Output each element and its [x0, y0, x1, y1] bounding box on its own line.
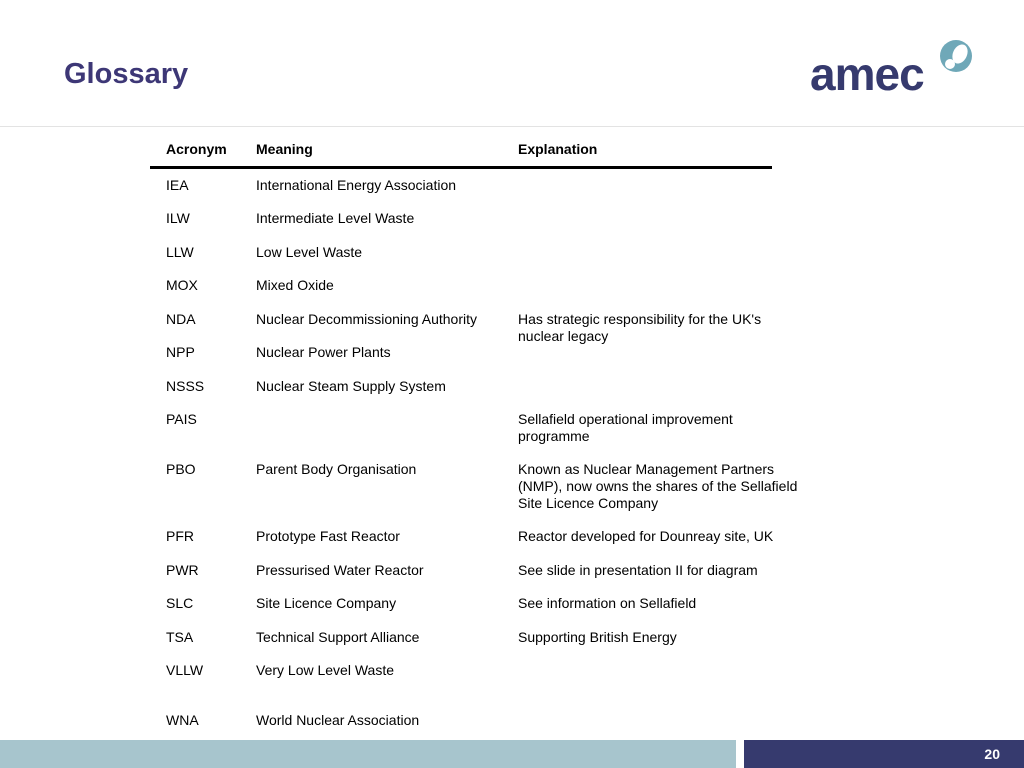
header-meaning: Meaning	[256, 141, 313, 157]
cell-meaning: Nuclear Decommissioning Authority	[256, 311, 477, 327]
logo-text: amec	[810, 48, 924, 98]
cell-meaning: Nuclear Steam Supply System	[256, 378, 446, 394]
footer-gap	[736, 740, 744, 768]
cell-acronym: NDA	[166, 311, 196, 327]
cell-acronym: PFR	[166, 528, 194, 544]
cell-acronym: LLW	[166, 244, 194, 260]
cell-meaning: Intermediate Level Waste	[256, 210, 415, 226]
cell-meaning: International Energy Association	[256, 177, 457, 193]
cell-acronym: WNA	[166, 712, 199, 728]
cell-acronym: VLLW	[166, 662, 204, 678]
logo-swirl-icon	[940, 40, 972, 72]
cell-acronym: NSSS	[166, 378, 205, 394]
cell-meaning: Mixed Oxide	[256, 277, 334, 293]
header-explanation: Explanation	[518, 141, 598, 157]
cell-meaning: Very Low Level Waste	[256, 662, 394, 678]
cell-meaning: Pressurised Water Reactor	[256, 562, 424, 578]
cell-meaning: Technical Support Alliance	[256, 629, 420, 645]
cell-acronym: MOX	[166, 277, 198, 293]
cell-acronym: PAIS	[166, 411, 197, 427]
page-title: Glossary	[64, 58, 189, 90]
cell-explanation: See information on Sellafield	[518, 595, 697, 611]
cell-acronym: NPP	[166, 344, 195, 360]
cell-explanation: See slide in presentation II for diagram	[518, 562, 758, 578]
cell-meaning: Nuclear Power Plants	[256, 344, 391, 360]
header-divider	[0, 126, 1024, 127]
page-number: 20	[984, 746, 1000, 762]
cell-explanation: Known as Nuclear Management Partners (NMP), now owns the shares of the Sellafield Site Licence Company	[518, 461, 798, 511]
cell-explanation: Reactor developed for Dounreay site, UK	[518, 528, 774, 544]
cell-meaning: Low Level Waste	[256, 244, 363, 260]
cell-meaning: Parent Body Organisation	[256, 461, 417, 477]
cell-meaning: Site Licence Company	[256, 595, 397, 611]
footer-page-box	[744, 740, 1024, 768]
cell-explanation: Supporting British Energy	[518, 629, 677, 645]
cell-acronym: TSA	[166, 629, 194, 645]
cell-explanation: Has strategic responsibility for the UK's nuclear legacy	[518, 311, 762, 344]
header-acronym: Acronym	[166, 141, 227, 157]
cell-acronym: ILW	[166, 210, 190, 226]
cell-meaning: Prototype Fast Reactor	[256, 528, 400, 544]
cell-acronym: PBO	[166, 461, 196, 477]
cell-explanation: Sellafield operational improvement programme	[518, 411, 733, 444]
footer-bar	[0, 740, 736, 768]
amec-logo	[808, 36, 978, 98]
cell-acronym: PWR	[166, 562, 199, 578]
cell-acronym: SLC	[166, 595, 194, 611]
cell-meaning: World Nuclear Association	[256, 712, 420, 728]
table-header-rule	[150, 166, 772, 169]
cell-acronym: IEA	[166, 177, 189, 193]
